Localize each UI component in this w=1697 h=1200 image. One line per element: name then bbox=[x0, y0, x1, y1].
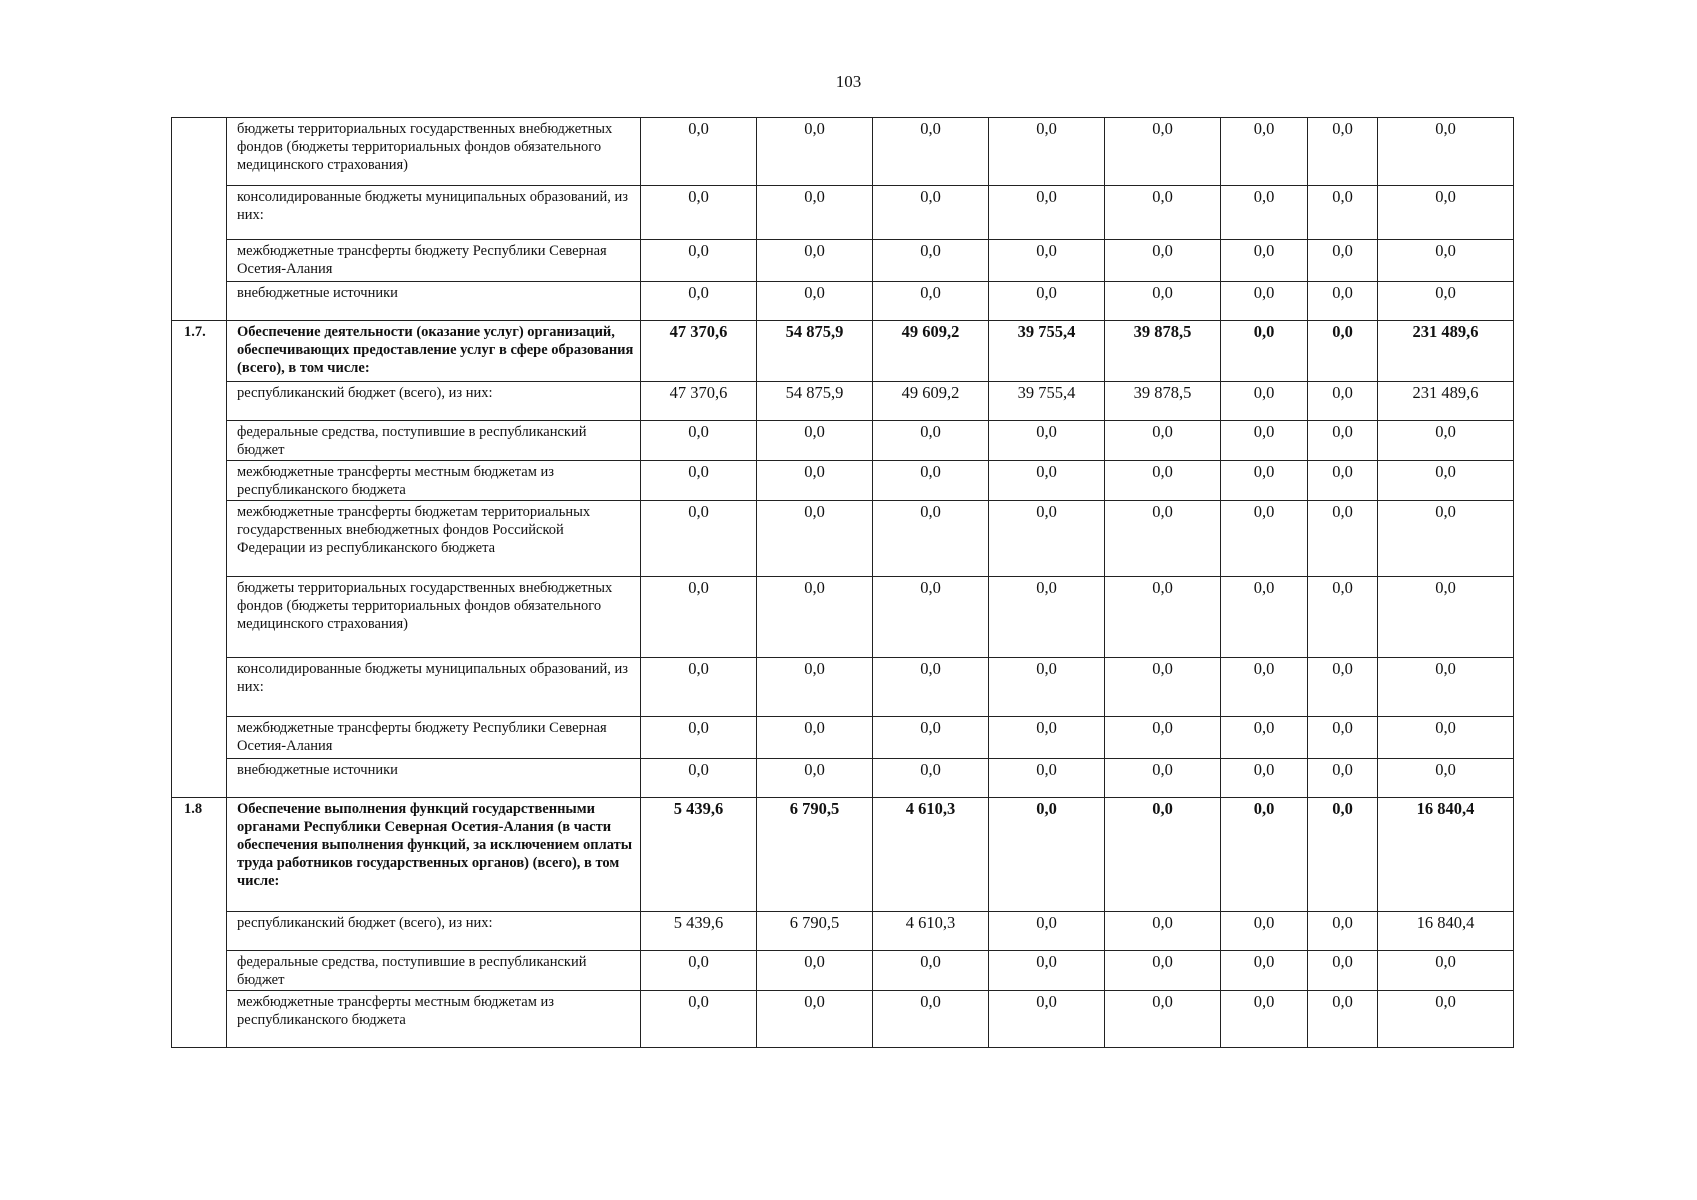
row-year-value: 0,0 bbox=[873, 461, 989, 501]
row-year-value: 0,0 bbox=[873, 991, 989, 1048]
row-year-value: 0,0 bbox=[989, 282, 1105, 321]
row-year-value: 0,0 bbox=[1221, 798, 1308, 912]
row-year-value: 0,0 bbox=[1308, 421, 1378, 461]
row-year-value: 0,0 bbox=[1105, 951, 1221, 991]
row-year-value: 0,0 bbox=[641, 717, 757, 759]
row-year-value: 0,0 bbox=[989, 951, 1105, 991]
row-year-value: 0,0 bbox=[1221, 186, 1308, 240]
row-year-value: 0,0 bbox=[641, 759, 757, 798]
row-year-value: 0,0 bbox=[873, 658, 989, 717]
row-index-cell bbox=[172, 501, 227, 577]
row-total-value: 0,0 bbox=[1378, 282, 1514, 321]
row-description: межбюджетные трансферты бюджету Республики Северная Осетия-Алания bbox=[227, 717, 641, 759]
table-row bbox=[172, 282, 1514, 321]
row-description: консолидированные бюджеты муниципальных образований, из них: bbox=[227, 186, 641, 240]
row-year-value: 0,0 bbox=[641, 577, 757, 658]
row-total-value: 231 489,6 bbox=[1378, 321, 1514, 382]
row-year-value: 0,0 bbox=[1105, 282, 1221, 321]
row-year-value: 0,0 bbox=[1105, 991, 1221, 1048]
row-description: бюджеты территориальных государственных внебюджетных фондов (бюджеты территориальных фондов обязательного медицинского страхования) bbox=[227, 118, 641, 186]
row-year-value: 0,0 bbox=[1221, 501, 1308, 577]
row-year-value: 0,0 bbox=[641, 421, 757, 461]
row-year-value: 6 790,5 bbox=[757, 798, 873, 912]
row-year-value: 39 878,5 bbox=[1105, 321, 1221, 382]
row-year-value: 0,0 bbox=[989, 501, 1105, 577]
row-year-value: 5 439,6 bbox=[641, 912, 757, 951]
row-index-cell bbox=[172, 382, 227, 421]
row-year-value: 0,0 bbox=[989, 759, 1105, 798]
table-row bbox=[172, 912, 1514, 951]
row-total-value: 0,0 bbox=[1378, 421, 1514, 461]
row-year-value: 0,0 bbox=[1308, 991, 1378, 1048]
row-index-cell: 1.7. bbox=[172, 321, 227, 382]
row-year-value: 0,0 bbox=[1221, 577, 1308, 658]
row-year-value: 0,0 bbox=[1105, 759, 1221, 798]
row-year-value: 0,0 bbox=[757, 118, 873, 186]
row-year-value: 0,0 bbox=[1308, 759, 1378, 798]
row-year-value: 4 610,3 bbox=[873, 912, 989, 951]
row-year-value: 0,0 bbox=[1221, 321, 1308, 382]
row-year-value: 0,0 bbox=[873, 717, 989, 759]
row-year-value: 0,0 bbox=[641, 658, 757, 717]
row-year-value: 0,0 bbox=[641, 186, 757, 240]
row-description: бюджеты территориальных государственных внебюджетных фондов (бюджеты территориальных фондов обязательного медицинского страхования) bbox=[227, 577, 641, 658]
row-year-value: 4 610,3 bbox=[873, 798, 989, 912]
row-index-cell bbox=[172, 118, 227, 186]
row-total-value: 0,0 bbox=[1378, 717, 1514, 759]
row-year-value: 0,0 bbox=[1308, 501, 1378, 577]
row-year-value: 0,0 bbox=[873, 240, 989, 282]
row-total-value: 0,0 bbox=[1378, 951, 1514, 991]
row-description: федеральные средства, поступившие в республиканский бюджет bbox=[227, 421, 641, 461]
row-total-value: 231 489,6 bbox=[1378, 382, 1514, 421]
row-index-cell bbox=[172, 991, 227, 1048]
row-year-value: 54 875,9 bbox=[757, 321, 873, 382]
row-year-value: 0,0 bbox=[1221, 382, 1308, 421]
row-year-value: 0,0 bbox=[1308, 186, 1378, 240]
row-description: Обеспечение деятельности (оказание услуг) организаций, обеспечивающих предоставление услуг в сфере образования (всего), в том числе: bbox=[227, 321, 641, 382]
table-row bbox=[172, 759, 1514, 798]
row-year-value: 0,0 bbox=[989, 658, 1105, 717]
row-year-value: 0,0 bbox=[641, 991, 757, 1048]
row-year-value: 0,0 bbox=[1221, 759, 1308, 798]
row-year-value: 0,0 bbox=[1105, 421, 1221, 461]
table-row bbox=[172, 186, 1514, 240]
row-year-value: 0,0 bbox=[1105, 186, 1221, 240]
row-year-value: 5 439,6 bbox=[641, 798, 757, 912]
row-year-value: 0,0 bbox=[757, 282, 873, 321]
row-description: внебюджетные источники bbox=[227, 759, 641, 798]
row-year-value: 0,0 bbox=[641, 118, 757, 186]
row-index-cell bbox=[172, 240, 227, 282]
row-index-cell bbox=[172, 282, 227, 321]
row-description: консолидированные бюджеты муниципальных образований, из них: bbox=[227, 658, 641, 717]
row-year-value: 0,0 bbox=[989, 118, 1105, 186]
row-year-value: 0,0 bbox=[641, 951, 757, 991]
row-total-value: 0,0 bbox=[1378, 577, 1514, 658]
table-row bbox=[172, 951, 1514, 991]
row-year-value: 6 790,5 bbox=[757, 912, 873, 951]
row-year-value: 0,0 bbox=[873, 759, 989, 798]
row-index-cell bbox=[172, 461, 227, 501]
row-year-value: 0,0 bbox=[757, 658, 873, 717]
row-year-value: 49 609,2 bbox=[873, 321, 989, 382]
row-year-value: 0,0 bbox=[1105, 501, 1221, 577]
row-description: внебюджетные источники bbox=[227, 282, 641, 321]
table-row bbox=[172, 421, 1514, 461]
row-description: федеральные средства, поступившие в республиканский бюджет bbox=[227, 951, 641, 991]
row-year-value: 0,0 bbox=[989, 798, 1105, 912]
row-total-value: 0,0 bbox=[1378, 759, 1514, 798]
table-row bbox=[172, 658, 1514, 717]
row-year-value: 0,0 bbox=[873, 951, 989, 991]
row-index-cell bbox=[172, 912, 227, 951]
row-year-value: 0,0 bbox=[1105, 461, 1221, 501]
row-year-value: 0,0 bbox=[757, 717, 873, 759]
table-row bbox=[172, 461, 1514, 501]
row-year-value: 0,0 bbox=[1221, 118, 1308, 186]
row-year-value: 0,0 bbox=[989, 991, 1105, 1048]
row-year-value: 0,0 bbox=[1221, 658, 1308, 717]
row-description: межбюджетные трансферты местным бюджетам из республиканского бюджета bbox=[227, 461, 641, 501]
row-year-value: 47 370,6 bbox=[641, 321, 757, 382]
row-year-value: 0,0 bbox=[1221, 421, 1308, 461]
row-year-value: 39 755,4 bbox=[989, 382, 1105, 421]
row-year-value: 39 878,5 bbox=[1105, 382, 1221, 421]
row-year-value: 0,0 bbox=[757, 421, 873, 461]
row-description: республиканский бюджет (всего), из них: bbox=[227, 912, 641, 951]
row-year-value: 0,0 bbox=[1308, 577, 1378, 658]
row-year-value: 0,0 bbox=[989, 461, 1105, 501]
row-year-value: 0,0 bbox=[1308, 282, 1378, 321]
row-year-value: 39 755,4 bbox=[989, 321, 1105, 382]
row-year-value: 0,0 bbox=[1308, 717, 1378, 759]
row-year-value: 0,0 bbox=[757, 240, 873, 282]
row-year-value: 0,0 bbox=[757, 951, 873, 991]
table-body bbox=[172, 118, 1514, 1048]
row-index-cell bbox=[172, 577, 227, 658]
row-year-value: 0,0 bbox=[1105, 118, 1221, 186]
row-year-value: 0,0 bbox=[757, 991, 873, 1048]
row-year-value: 0,0 bbox=[873, 577, 989, 658]
row-year-value: 0,0 bbox=[1221, 240, 1308, 282]
row-year-value: 0,0 bbox=[989, 421, 1105, 461]
row-year-value: 0,0 bbox=[1221, 951, 1308, 991]
row-year-value: 0,0 bbox=[641, 501, 757, 577]
row-index-cell: 1.8 bbox=[172, 798, 227, 912]
row-year-value: 0,0 bbox=[873, 501, 989, 577]
row-year-value: 0,0 bbox=[1221, 991, 1308, 1048]
row-description: Обеспечение выполнения функций государственными органами Республики Северная Осетия-Алания (в части обеспечения выполнения функций, за исключением оплаты труда работников государственных органов) (всего), в том числе: bbox=[227, 798, 641, 912]
row-description: межбюджетные трансферты местным бюджетам из республиканского бюджета bbox=[227, 991, 641, 1048]
page-number: 103 bbox=[835, 72, 862, 91]
row-description: республиканский бюджет (всего), из них: bbox=[227, 382, 641, 421]
row-description: межбюджетные трансферты бюджетам территориальных государственных внебюджетных фондов Российской Федерации из республиканского бюджета bbox=[227, 501, 641, 577]
table-row bbox=[172, 577, 1514, 658]
row-year-value: 0,0 bbox=[989, 717, 1105, 759]
row-total-value: 0,0 bbox=[1378, 118, 1514, 186]
row-index-cell bbox=[172, 658, 227, 717]
row-year-value: 0,0 bbox=[1105, 577, 1221, 658]
table-row bbox=[172, 798, 1514, 912]
row-year-value: 0,0 bbox=[757, 577, 873, 658]
table-row bbox=[172, 118, 1514, 186]
row-year-value: 0,0 bbox=[1105, 658, 1221, 717]
table-row bbox=[172, 382, 1514, 421]
row-year-value: 0,0 bbox=[1105, 240, 1221, 282]
row-total-value: 0,0 bbox=[1378, 658, 1514, 717]
row-year-value: 0,0 bbox=[989, 186, 1105, 240]
row-year-value: 0,0 bbox=[641, 282, 757, 321]
row-description: межбюджетные трансферты бюджету Республики Северная Осетия-Алания bbox=[227, 240, 641, 282]
row-index-cell bbox=[172, 186, 227, 240]
row-year-value: 0,0 bbox=[989, 577, 1105, 658]
row-total-value: 0,0 bbox=[1378, 501, 1514, 577]
row-year-value: 0,0 bbox=[873, 421, 989, 461]
row-year-value: 0,0 bbox=[1308, 118, 1378, 186]
row-total-value: 0,0 bbox=[1378, 991, 1514, 1048]
row-year-value: 54 875,9 bbox=[757, 382, 873, 421]
row-year-value: 0,0 bbox=[1308, 321, 1378, 382]
row-year-value: 0,0 bbox=[1308, 658, 1378, 717]
row-year-value: 0,0 bbox=[757, 501, 873, 577]
row-year-value: 0,0 bbox=[873, 282, 989, 321]
row-year-value: 0,0 bbox=[757, 186, 873, 240]
row-total-value: 16 840,4 bbox=[1378, 798, 1514, 912]
table-row bbox=[172, 501, 1514, 577]
row-year-value: 0,0 bbox=[641, 240, 757, 282]
row-year-value: 0,0 bbox=[1308, 461, 1378, 501]
row-total-value: 16 840,4 bbox=[1378, 912, 1514, 951]
table-row bbox=[172, 240, 1514, 282]
row-year-value: 0,0 bbox=[757, 759, 873, 798]
row-year-value: 0,0 bbox=[1105, 798, 1221, 912]
row-year-value: 0,0 bbox=[1221, 717, 1308, 759]
row-index-cell bbox=[172, 421, 227, 461]
row-year-value: 0,0 bbox=[1221, 282, 1308, 321]
row-total-value: 0,0 bbox=[1378, 240, 1514, 282]
row-year-value: 0,0 bbox=[1105, 912, 1221, 951]
row-year-value: 0,0 bbox=[1221, 912, 1308, 951]
row-year-value: 0,0 bbox=[873, 186, 989, 240]
row-total-value: 0,0 bbox=[1378, 186, 1514, 240]
row-year-value: 47 370,6 bbox=[641, 382, 757, 421]
row-index-cell bbox=[172, 717, 227, 759]
row-year-value: 0,0 bbox=[989, 240, 1105, 282]
row-year-value: 0,0 bbox=[1105, 717, 1221, 759]
row-index-cell bbox=[172, 951, 227, 991]
row-index-cell bbox=[172, 759, 227, 798]
row-year-value: 49 609,2 bbox=[873, 382, 989, 421]
row-year-value: 0,0 bbox=[1221, 461, 1308, 501]
row-total-value: 0,0 bbox=[1378, 461, 1514, 501]
row-year-value: 0,0 bbox=[989, 912, 1105, 951]
table-row bbox=[172, 991, 1514, 1048]
budget-table bbox=[171, 117, 1514, 1048]
row-year-value: 0,0 bbox=[641, 461, 757, 501]
row-year-value: 0,0 bbox=[757, 461, 873, 501]
row-year-value: 0,0 bbox=[873, 118, 989, 186]
row-year-value: 0,0 bbox=[1308, 798, 1378, 912]
row-year-value: 0,0 bbox=[1308, 240, 1378, 282]
table-row bbox=[172, 321, 1514, 382]
row-year-value: 0,0 bbox=[1308, 912, 1378, 951]
row-year-value: 0,0 bbox=[1308, 951, 1378, 991]
row-year-value: 0,0 bbox=[1308, 382, 1378, 421]
table-row bbox=[172, 717, 1514, 759]
